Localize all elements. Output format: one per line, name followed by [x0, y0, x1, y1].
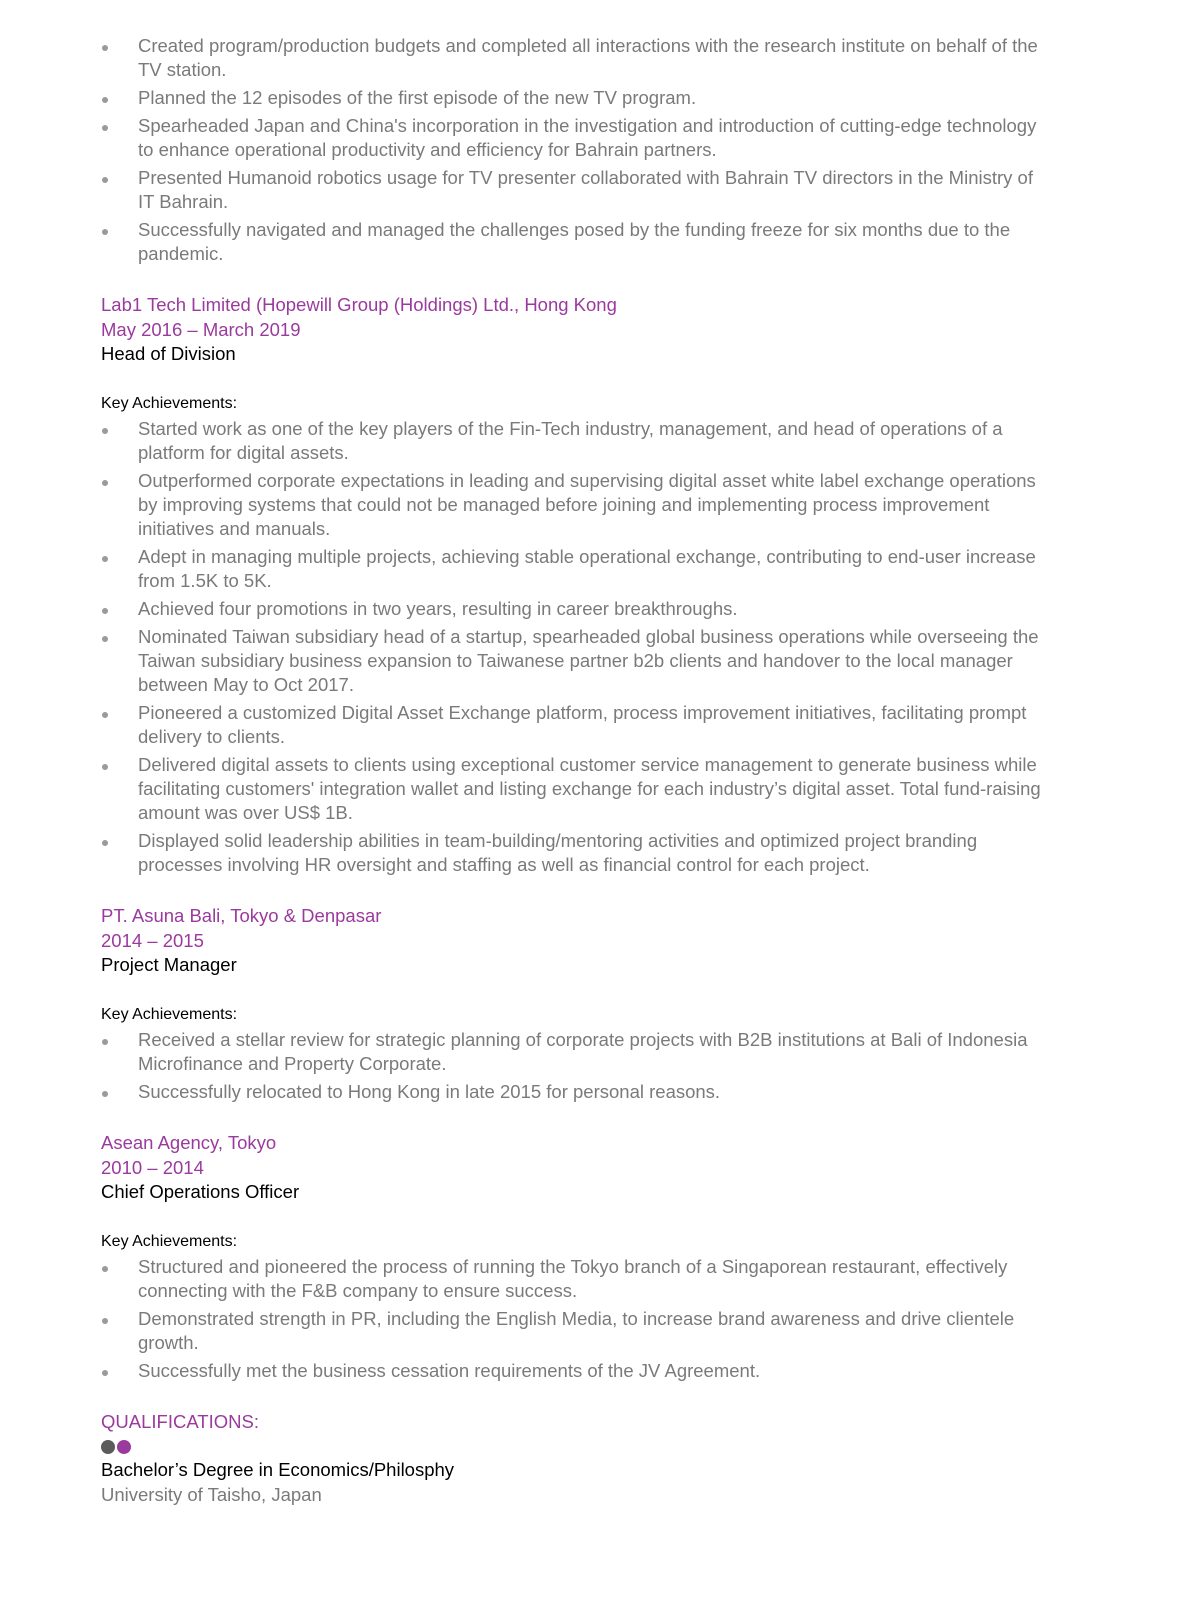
bullet-icon: [102, 229, 108, 235]
dot-purple-icon: [117, 1440, 131, 1454]
list-item: Adept in managing multiple projects, achieving stable operational exchange, contributing to end-user increase from 1.5K to 5K.: [101, 545, 1054, 593]
list-item: Successfully navigated and managed the challenges posed by the funding freeze for six months due to the pandemic.: [101, 218, 1054, 266]
bullet-icon: [102, 1370, 108, 1376]
list-item: Delivered digital assets to clients using exceptional customer service management to generate business while facilitating customers' integration wallet and listing exchange for each industry’s digital asset. Total fund-raising amount was over US$ 1B.: [101, 753, 1054, 825]
bullet-icon: [102, 1091, 108, 1097]
qualifications-section: [101, 1410, 1054, 1508]
list-item: Displayed solid leadership abilities in team-building/mentoring activities and optimized project branding processes involving HR oversight and staffing as well as financial control for each project.: [101, 829, 1054, 877]
achievements-list: [101, 1028, 1054, 1104]
list-item: Pioneered a customized Digital Asset Exchange platform, process improvement initiatives, facilitating prompt delivery to clients.: [101, 701, 1054, 749]
job-entry-asean-agency: [101, 1130, 1054, 1383]
achievements-list: [101, 417, 1054, 877]
decorative-dots-icon: [101, 1440, 1054, 1454]
list-item: Started work as one of the key players of the Fin-Tech industry, management, and head of operations of a platform for digital assets.: [101, 417, 1054, 465]
company-name: Asean Agency, Tokyo: [101, 1132, 277, 1153]
bullet-icon: [102, 45, 108, 51]
key-achievements-label: Key Achievements:: [101, 395, 238, 412]
list-item: Successfully relocated to Hong Kong in late 2015 for personal reasons.: [101, 1080, 1054, 1104]
intro-bullet-list: [101, 34, 1054, 266]
job-dates: May 2016 – March 2019: [101, 319, 301, 340]
job-entry-asuna-bali: [101, 903, 1054, 1104]
bullet-icon: [102, 1039, 108, 1045]
job-dates: 2014 – 2015: [101, 930, 204, 951]
job-dates: 2010 – 2014: [101, 1157, 204, 1178]
list-item: Demonstrated strength in PR, including the English Media, to increase brand awareness and drive clientele growth.: [101, 1307, 1054, 1355]
dot-gray-icon: [101, 1440, 115, 1454]
list-item: Structured and pioneered the process of running the Tokyo branch of a Singaporean restaurant, effectively connecting with the F&B company to ensure success.: [101, 1255, 1054, 1303]
bullet-icon: [102, 125, 108, 131]
list-item: Spearheaded Japan and China's incorporation in the investigation and introduction of cutting-edge technology to enhance operational productivity and efficiency for Bahrain partners.: [101, 114, 1054, 162]
bullet-icon: [102, 764, 108, 770]
achievements-list: [101, 1255, 1054, 1383]
list-item: Created program/production budgets and completed all interactions with the research institute on behalf of the TV station.: [101, 34, 1054, 82]
list-item: Nominated Taiwan subsidiary head of a startup, spearheaded global business operations while overseeing the Taiwan subsidiary business expansion to Taiwanese partner b2b clients and handover to the local manager between May to Oct 2017.: [101, 625, 1054, 697]
list-item: Outperformed corporate expectations in leading and supervising digital asset white label exchange operations by improving systems that could not be managed before joining and implementing process improvement initiatives and manuals.: [101, 469, 1054, 541]
job-role: Head of Division: [101, 343, 236, 364]
bullet-icon: [102, 840, 108, 846]
job-entry-lab1-tech: [101, 292, 1054, 877]
job-role: Project Manager: [101, 954, 237, 975]
degree-title: Bachelor’s Degree in Economics/Philosphy: [101, 1459, 455, 1480]
bullet-icon: [102, 1318, 108, 1324]
bullet-icon: [102, 480, 108, 486]
list-item: Achieved four promotions in two years, resulting in career breakthroughs.: [101, 597, 1054, 621]
bullet-icon: [102, 1266, 108, 1272]
key-achievements-label: Key Achievements:: [101, 1233, 238, 1250]
company-name: PT. Asuna Bali, Tokyo & Denpasar: [101, 905, 382, 926]
bullet-icon: [102, 608, 108, 614]
company-name: Lab1 Tech Limited (Hopewill Group (Holdings) Ltd., Hong Kong: [101, 294, 617, 315]
bullet-icon: [102, 556, 108, 562]
bullet-icon: [102, 428, 108, 434]
bullet-icon: [102, 712, 108, 718]
list-item: Received a stellar review for strategic planning of corporate projects with B2B institutions at Bali of Indonesia Microfinance and Property Corporate.: [101, 1028, 1054, 1076]
list-item: Planned the 12 episodes of the first episode of the new TV program.: [101, 86, 1054, 110]
university-name: University of Taisho, Japan: [101, 1484, 322, 1505]
section-title: QUALIFICATIONS:: [101, 1411, 259, 1432]
key-achievements-label: Key Achievements:: [101, 1006, 238, 1023]
list-item: Successfully met the business cessation requirements of the JV Agreement.: [101, 1359, 1054, 1383]
bullet-icon: [102, 636, 108, 642]
list-item: Presented Humanoid robotics usage for TV presenter collaborated with Bahrain TV directors in the Ministry of IT Bahrain.: [101, 166, 1054, 214]
job-role: Chief Operations Officer: [101, 1181, 300, 1202]
bullet-icon: [102, 177, 108, 183]
bullet-icon: [102, 97, 108, 103]
